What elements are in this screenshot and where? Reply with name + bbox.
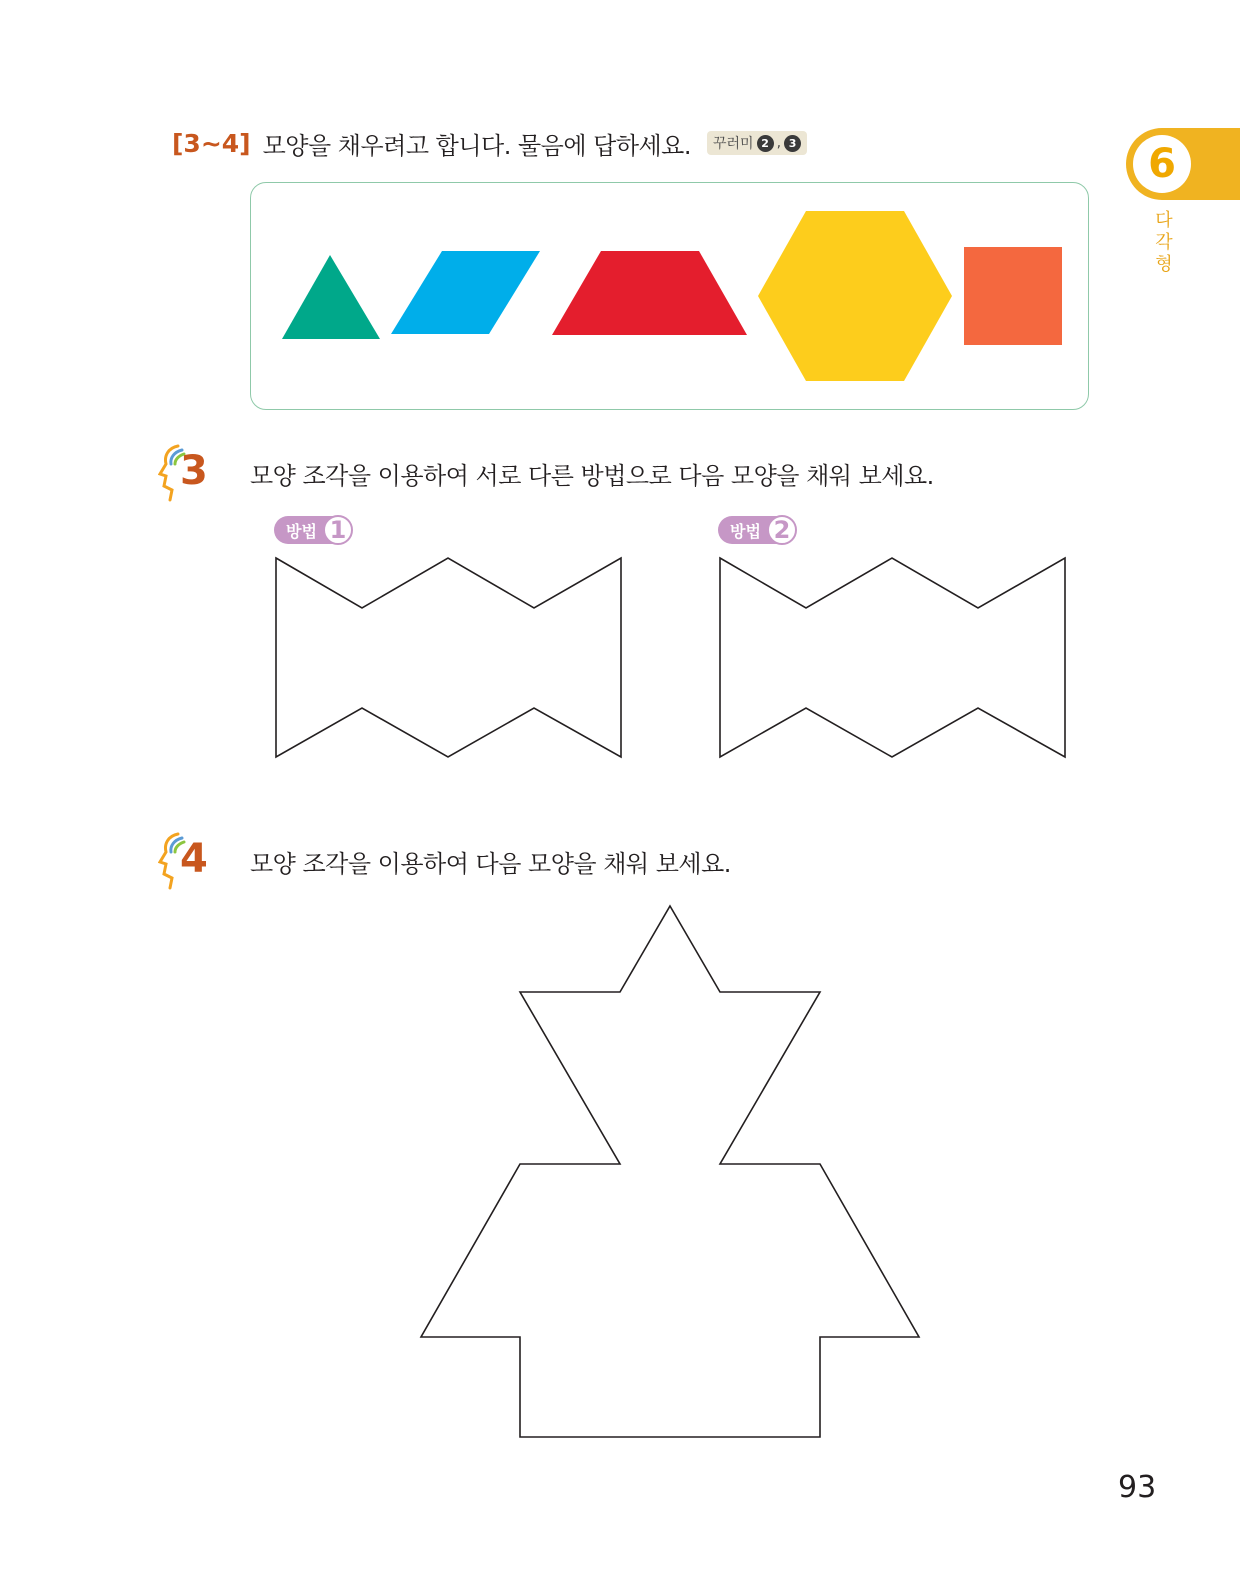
chapter-label: 다각형 [1155, 210, 1173, 275]
question-number: 3 [180, 448, 208, 494]
thinking-head-icon [158, 444, 210, 500]
reference-num-2: 3 [784, 135, 801, 152]
page-number: 93 [1118, 1470, 1157, 1505]
method-label: 방법 [730, 521, 761, 541]
question-3-text: 모양 조각을 이용하여 서로 다른 방법으로 다음 모양을 채워 보세요. [250, 462, 934, 490]
pattern-pieces [251, 183, 1090, 411]
thinking-head-icon [158, 832, 210, 888]
trapezoid-piece [552, 251, 747, 335]
section-header [172, 126, 807, 160]
question-4-text: 모양 조각을 이용하여 다음 모양을 채워 보세요. [250, 850, 731, 878]
reference-sep: , [776, 135, 782, 151]
question-number: 4 [180, 836, 208, 882]
chapter-tab [1126, 128, 1240, 200]
method-number: 2 [767, 515, 797, 545]
method-2-outline-shape [714, 552, 1074, 764]
section-instruction: 모양을 채우려고 합니다. 물음에 답하세요. [262, 131, 691, 160]
triangle-piece [282, 255, 380, 339]
hexagon-piece [758, 211, 952, 381]
rhombus-piece [391, 251, 540, 334]
reference-num-1: 2 [757, 135, 774, 152]
question-3-marker [158, 444, 210, 500]
method-1-outline-shape [270, 552, 630, 764]
question-range: [3~4] [172, 128, 251, 158]
method-2-label [718, 515, 793, 545]
reference-tag [707, 131, 807, 155]
method-label: 방법 [286, 521, 317, 541]
reference-tag-label: 꾸러미 [713, 136, 754, 152]
chapter-number: 6 [1133, 135, 1191, 193]
method-1-label [274, 515, 349, 545]
square-piece [964, 247, 1062, 345]
question-4-outline-shape [410, 896, 930, 1448]
question-4-marker [158, 832, 210, 888]
method-number: 1 [323, 515, 353, 545]
pattern-pieces-box [250, 182, 1089, 410]
